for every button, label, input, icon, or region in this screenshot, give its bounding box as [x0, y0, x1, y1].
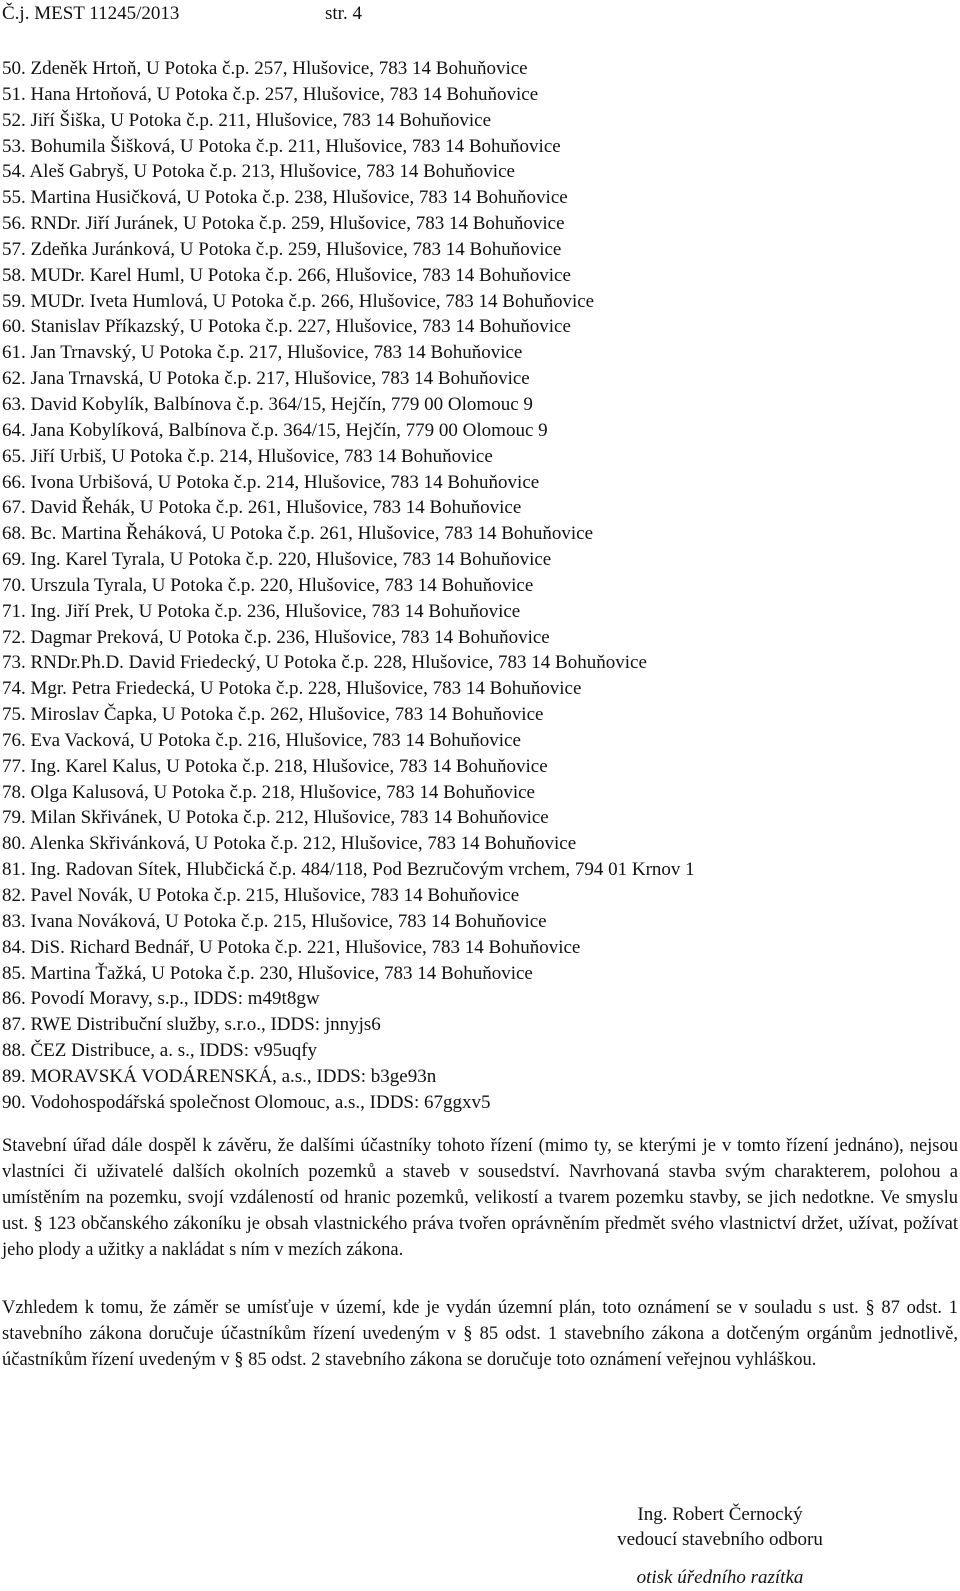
- list-item: 53. Bohumila Šišková, U Potoka č.p. 211, Hlušovice, 783 14 Bohuňovice: [2, 135, 561, 157]
- list-item: 65. Jiří Urbiš, U Potoka č.p. 214, Hlušovice, 783 14 Bohuňovice: [2, 445, 493, 467]
- list-item: 90. Vodohospodářská společnost Olomouc, a.s., IDDS: 67ggxv5: [2, 1091, 491, 1113]
- list-item: 56. RNDr. Jiří Juránek, U Potoka č.p. 259, Hlušovice, 783 14 Bohuňovice: [2, 213, 565, 235]
- list-item: 70. Urszula Tyrala, U Potoka č.p. 220, Hlušovice, 783 14 Bohuňovice: [2, 574, 534, 596]
- list-item: 51. Hana Hrtoňová, U Potoka č.p. 257, Hlušovice, 783 14 Bohuňovice: [2, 83, 539, 105]
- list-item: 81. Ing. Radovan Sítek, Hlubčická č.p. 484/118, Pod Bezručovým vrchem, 794 01 Krnov 1: [2, 859, 695, 881]
- list-item: 55. Martina Husičková, U Potoka č.p. 238, Hlušovice, 783 14 Bohuňovice: [2, 187, 568, 209]
- list-item: 89. MORAVSKÁ VODÁRENSKÁ, a.s., IDDS: b3ge93n: [2, 1065, 437, 1087]
- list-item: 57. Zdeňka Juránková, U Potoka č.p. 259, Hlušovice, 783 14 Bohuňovice: [2, 238, 562, 260]
- list-item: 80. Alenka Skřivánková, U Potoka č.p. 212, Hlušovice, 783 14 Bohuňovice: [2, 833, 577, 855]
- list-item: 52. Jiří Šiška, U Potoka č.p. 211, Hlušovice, 783 14 Bohuňovice: [2, 109, 492, 131]
- list-item: 84. DiS. Richard Bednář, U Potoka č.p. 221, Hlušovice, 783 14 Bohuňovice: [2, 936, 581, 958]
- page-number: str. 4: [325, 3, 362, 24]
- page-header: [0, 2, 960, 26]
- list-item: 64. Jana Kobylíková, Balbínova č.p. 364/15, Hejčín, 779 00 Olomouc 9: [2, 419, 548, 441]
- list-item: 67. David Řehák, U Potoka č.p. 261, Hlušovice, 783 14 Bohuňovice: [2, 497, 522, 519]
- list-item: 76. Eva Vacková, U Potoka č.p. 216, Hlušovice, 783 14 Bohuňovice: [2, 729, 521, 751]
- paragraph-other-participants: Stavební úřad dále dospěl k závěru, že dalšími účastníky tohoto řízení (mimo ty, se kterými je v tomto řízení jednáno), nejsou vlastníci či uživatelé dalších okolních pozemků a staveb v sousedství. Navrhovaná stavba svým charakterem, polohou a umístěním na pozemku, svojí vzdáleností od hranic pozemků, velikostí a tvarem pozemku stavby, se jich nedotkne. Ve smyslu ust. § 123 občanského zákoníku je obsah vlastnického práva tvořen oprávněním předmět svého vlastnictví držet, užívat, požívat jeho plody a užitky a nakládat s ním v mezích zákona.: [2, 1136, 958, 1260]
- signatory-role: vedoucí stavebního odboru: [617, 1529, 823, 1550]
- list-item: 83. Ivana Nováková, U Potoka č.p. 215, Hlušovice, 783 14 Bohuňovice: [2, 910, 547, 932]
- stamp-placeholder: otisk úředního razítka: [636, 1567, 804, 1588]
- list-item: 78. Olga Kalusová, U Potoka č.p. 218, Hlušovice, 783 14 Bohuňovice: [2, 781, 535, 803]
- list-item: 50. Zdeněk Hrtoň, U Potoka č.p. 257, Hlušovice, 783 14 Bohuňovice: [2, 58, 528, 79]
- list-item: 73. RNDr.Ph.D. David Friedecký, U Potoka č.p. 228, Hlušovice, 783 14 Bohuňovice: [2, 652, 647, 674]
- list-item: 62. Jana Trnavská, U Potoka č.p. 217, Hlušovice, 783 14 Bohuňovice: [2, 368, 530, 390]
- list-item: 60. Stanislav Příkazský, U Potoka č.p. 227, Hlušovice, 783 14 Bohuňovice: [2, 316, 571, 338]
- list-item: 54. Aleš Gabryš, U Potoka č.p. 213, Hlušovice, 783 14 Bohuňovice: [2, 161, 515, 183]
- list-item: 87. RWE Distribuční služby, s.r.o., IDDS: jnnyjs6: [2, 1014, 381, 1036]
- list-item: 74. Mgr. Petra Friedecká, U Potoka č.p. 228, Hlušovice, 783 14 Bohuňovice: [2, 678, 582, 700]
- list-item: 72. Dagmar Preková, U Potoka č.p. 236, Hlušovice, 783 14 Bohuňovice: [2, 626, 550, 648]
- document-reference: Č.j. MEST 11245/2013: [2, 3, 180, 24]
- list-item: 77. Ing. Karel Kalus, U Potoka č.p. 218, Hlušovice, 783 14 Bohuňovice: [2, 755, 548, 777]
- list-item: 68. Bc. Martina Řeháková, U Potoka č.p. 261, Hlušovice, 783 14 Bohuňovice: [2, 523, 594, 545]
- list-item: 59. MUDr. Iveta Humlová, U Potoka č.p. 266, Hlušovice, 783 14 Bohuňovice: [2, 290, 595, 312]
- list-item: 69. Ing. Karel Tyrala, U Potoka č.p. 220, Hlušovice, 783 14 Bohuňovice: [2, 549, 552, 571]
- list-item: 63. David Kobylík, Balbínova č.p. 364/15, Hejčín, 779 00 Olomouc 9: [2, 393, 533, 415]
- signatory-name: Ing. Robert Černocký: [637, 1504, 803, 1525]
- list-item: 66. Ivona Urbišová, U Potoka č.p. 214, Hlušovice, 783 14 Bohuňovice: [2, 471, 540, 493]
- list-item: 79. Milan Skřivánek, U Potoka č.p. 212, Hlušovice, 783 14 Bohuňovice: [2, 807, 549, 829]
- list-item: 88. ČEZ Distribuce, a. s., IDDS: v95uqfy: [2, 1040, 318, 1062]
- list-item: 86. Povodí Moravy, s.p., IDDS: m49t8gw: [2, 988, 320, 1010]
- paragraph-public-notice: Vzhledem k tomu, že záměr se umísťuje v území, kde je vydán územní plán, toto oznámení se v souladu s ust. § 87 odst. 1 stavebního zákona doručuje účastníkům řízení uvedeným v § 85 odst. 1 stavebního zákona a dotčeným orgánům jednotlivě, účastníkům řízení uvedeným v § 85 odst. 2 stavebního zákona se doručuje toto oznámení veřejnou vyhláškou.: [2, 1298, 958, 1370]
- list-item: 58. MUDr. Karel Huml, U Potoka č.p. 266, Hlušovice, 783 14 Bohuňovice: [2, 264, 571, 286]
- list-item: 71. Ing. Jiří Prek, U Potoka č.p. 236, Hlušovice, 783 14 Bohuňovice: [2, 600, 521, 622]
- list-item: 75. Miroslav Čapka, U Potoka č.p. 262, Hlušovice, 783 14 Bohuňovice: [2, 704, 544, 726]
- list-item: 61. Jan Trnavský, U Potoka č.p. 217, Hlušovice, 783 14 Bohuňovice: [2, 342, 523, 364]
- list-item: 82. Pavel Novák, U Potoka č.p. 215, Hlušovice, 783 14 Bohuňovice: [2, 885, 520, 906]
- participants-list: [2, 56, 942, 1116]
- list-item: 85. Martina Ťažká, U Potoka č.p. 230, Hlušovice, 783 14 Bohuňovice: [2, 962, 533, 984]
